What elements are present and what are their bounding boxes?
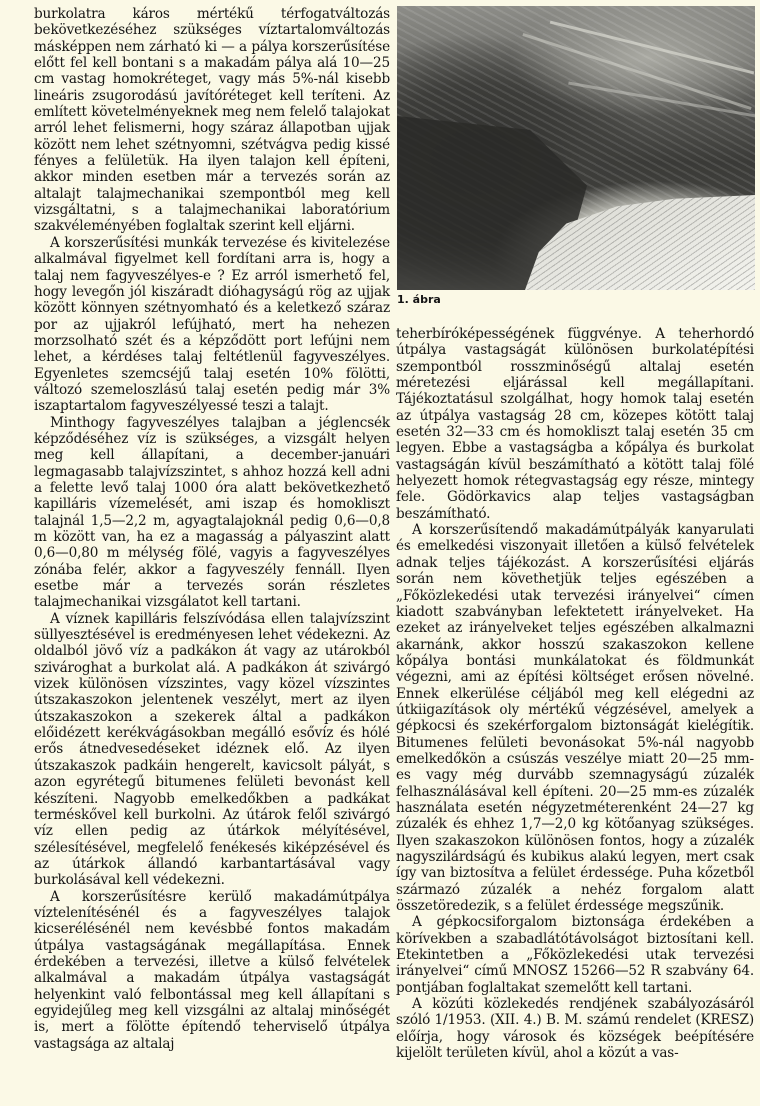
paragraph: A gépkocsiforgalom biztonsága érdekében a körívekben a szabadlátótávolságot biztosítani kell. Etekintetben a „Főközlekedési utak tervezési irányelvei“ című MNOSZ 15266—52 R szabvány 64. pontjában foglaltakat szemelőtt kell tartani. (396, 914, 754, 996)
right-text-column (396, 326, 754, 1061)
paragraph: burkolatra káros mértékű térfogatváltozás bekövetkezéséhez szükséges víztartalomváltozás másképpen nem zárható ki — a pálya korszerűsítése előtt fel kell bontani s a makadám pálya alá 10—25 cm vastag homokréteget, vagy más 5%-nál kisebb lineáris zsugorodású javítóréteget kell teríteni. Az említett követelményeknek meg nem felelő talajokat arról lehet felismerni, hogy száraz állapotban ujjak között nem lehet szétnyomni, szétvágva pedig kissé fényes a felületük. Ha ilyen talajon kell építeni, akkor minden esetben már a tervezés során az altalajt talajmechanikai szempontból meg kell vizsgáltatni, s a talajmechanikai laboratórium szakvéleményében foglaltak szerint kell eljárni. (34, 6, 390, 235)
paragraph: A korszerűsítendő makadámútpályák kanyarulati és emelkedési viszonyait illetően a külső felvételek adnak teljes tájékozást. A korszerűsítési eljárás során nem követhetjük teljes egészében a „Főközlekedési utak tervezési irányelvei“ címen kiadott szabványban lefektetett irányelveket. Ha ezeket az irányelveket teljes egészében alkalmazni akarnánk, akkor hosszú szakaszokon kellene kőpálya bontási munkálatokat és földmunkát végezni, ami az építési költséget erősen növelné. Ennek elkerülése céljából meg kell elégedni az útkiigazítások oly mértékű végzésével, amelyek a gépkocsi és szekérforgalom biztonságát kielégítik. Bitumenes felületi bevonásokat 5%-nál nagyobb emelkedőkön a csúszás veszélye miatt 20—25 mm-es vagy még durvább szemnagyságú zúzalék felhasználásával kell építeni. 20—25 mm-es zúzalék használata esetén négyzetméterenként 24—27 kg zúzalék és ehhez 1,7—2,0 kg kötőanyag szükséges. Ilyen szakaszokon különösen fontos, hogy a zúzalék nagyszilárdságú és kubikus alakú legyen, mert csak így van biztosítva a felület érdessége. Puha kőzetből származó zúzalék a nehéz forgalom alatt összetöredezik, s a felület érdessége megszűnik. (396, 522, 754, 915)
left-text-column (34, 6, 390, 1052)
photo-streak (550, 21, 754, 75)
paragraph: A közúti közlekedés rendjének szabályozásáról szóló 1/1953. (XII. 4.) B. M. számú rendelet (KRESZ) előírja, hogy városok és községek beépítésére kijelölt területen kívül, ahol a közút a vas- (396, 996, 754, 1062)
figure-photo (397, 6, 755, 290)
paragraph: A korszerűsítési munkák tervezése és kivitelezése alkalmával figyelmet kell fordítani arra is, hogy a talaj nem fagyveszélyes-e ? Ez arról ismerhető fel, hogy levegőn jól kiszáradt dióhagyságú rög az ujjak között könnyen szétnyomható és a keletkező száraz por az ujjakról lefújható, mert ha nehezen morzsolható szét és a képződött port lefújni nem lehet, a kérdéses talaj feltétlenül fagyveszélyes. Egyenletes szemcséjű talaj esetén 10% fölötti, változó szemeloszlású talaj esetén pedig már 3% iszaptartalom fagyveszélyessé teszi a talajt. (34, 234, 390, 415)
paragraph: teherbíróképességének függvénye. A teherhordó útpálya vastagságát különösen burkolatépítési szempontból rosszminőségű altalaj esetén méretezési eljárással kell megállapítani. Tájékoztatásul szolgálhat, hogy homok talaj esetén az útpálya vastagság 28 cm, közepes kötött talaj esetén 32—33 cm és homokliszt talaj esetén 35 cm legyen. Ebbe a vastagságba a kőpálya és burkolat vastagságán kívül beszámítható a kötött talaj fölé helyezett homok rétegvastagság egy része, mintegy fele. Gödörkavics alap teljes vastagságban beszámítható. (396, 326, 754, 522)
figure-caption: 1. ábra (397, 293, 441, 306)
paragraph: Minthogy fagyveszélyes talajban a jéglencsék képződéséhez víz is szükséges, a vizsgált helyen meg kell állapítani, a december-januári legmagasabb talajvízszintet, s ahhoz hozzá kell adni a felette levő talaj 1000 óra alatt bekövetkezhető kapilláris vízemelését, ami iszap és homokliszt talajnál 1,5—2,2 m, agyagtalajoknál pedig 0,6—0,8 m között van, ha ez a magasság a pályaszint alatt 0,6—0,80 m mélység fölé, vagyis a fagyveszélyes zónába felér, akkor a fagyveszély fennáll. Ilyen esetbe már a tervezés során részletes talajmechanikai vizsgálatot kell tartani. (34, 414, 390, 611)
paragraph: A korszerűsítésre kerülő makadámútpálya víztelenítésénél és a fagyveszélyes talajok kicserélésénél nem kevésbbé fontos makadám útpálya vastagságának megállapítása. Ennek érdekében a tervezési, illetve a külső felvételek alkalmával a makadám útpálya vastagságát helyenkint való felbontással meg kell állapítani s egyidejűleg meg kell vizsgálni az altalaj minőségét is, mert a fölötte építendő teherviselő útpálya vastagsága az altalaj (34, 888, 390, 1052)
paragraph: A víznek kapilláris felszívódása ellen talajvízszint süllyesztésével is eredményesen lehet védekezni. Az oldalból jövő víz a padkákon át vagy az utárokból szivároghat a burkolat alá. A padkákon át szivárgó vizek különösen vízszintes, vagy közel vízszintes útszakaszokon jelentenek veszélyt, mert az ilyen útszakaszokon a szekerek által a padkákon előidézett kerékvágásokban megálló esővíz és hólé erős átnedvesedéseket idéznek elő. Az ilyen útszakaszok padkáin hengerelt, kavicsolt pályát, s azon egyrétegű bitumenes felületi bevonást kell készíteni. Nagyobb emelkedőkben a padkákat terméskővel kell burkolni. Az útárok felől szivárgó víz ellen pedig az útárkok mélyítésével, szélesítésével, megfelelő fenékesés kiképzésével és az útárkok állandó karbantartásával vagy burkolásával kell védekezni. (34, 610, 390, 889)
